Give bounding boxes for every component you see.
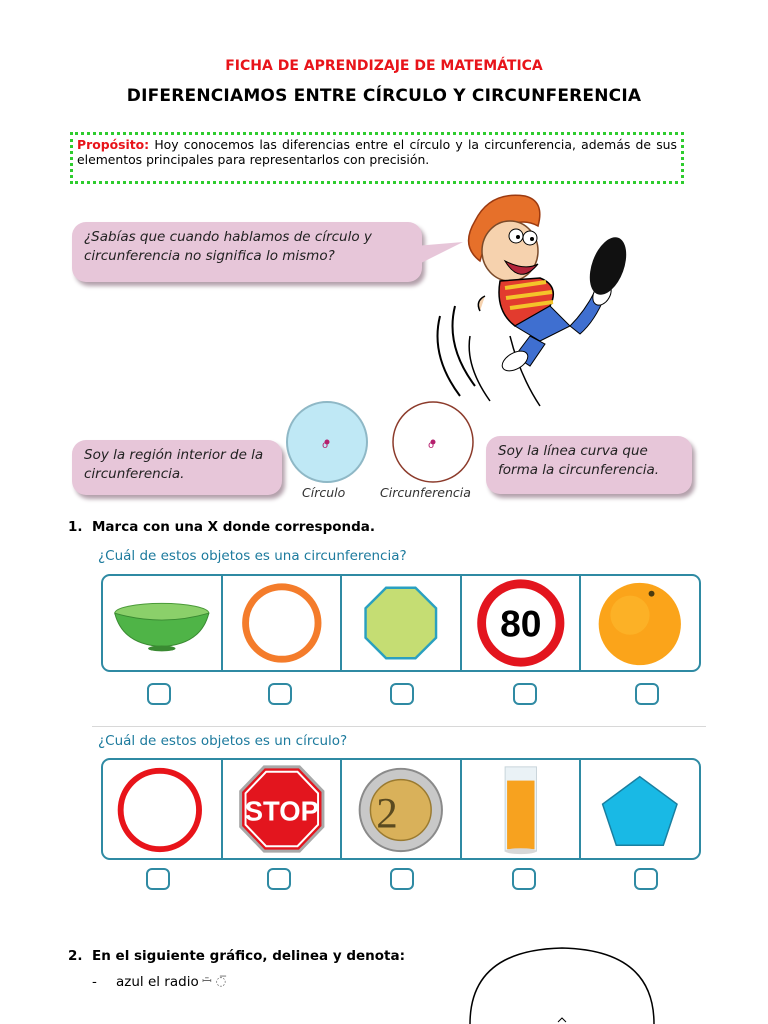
checkbox-a3[interactable] [390,683,414,705]
speed-sign-text: 80 [499,602,542,645]
circle-diagram [283,398,483,498]
item-radius-blue: azul el radio [116,974,199,990]
juice-glass-icon [462,760,580,858]
checkbox-a5[interactable] [635,683,659,705]
checkbox-a1[interactable] [147,683,171,705]
exercise-1-number: 1. [68,519,83,535]
checkbox-b2[interactable] [267,868,291,890]
circle-speech-bubble: Soy la región interior de la circunferencia. [72,440,282,495]
orange-fruit-icon [581,576,699,670]
page-title: DIFERENCIAMOS ENTRE CÍRCULO Y CIRCUNFERENCIA [126,86,642,106]
divider [92,726,706,727]
orange-ring-icon [223,576,341,670]
option-cell [223,760,343,858]
question-circle: ¿Cuál de estos objetos es un círculo? [98,733,348,749]
ball-icon [583,232,634,299]
option-cell [223,576,343,670]
red-ring-icon [103,760,221,858]
checkbox-b4[interactable] [512,868,536,890]
option-cell [581,576,699,670]
worksheet-label: FICHA DE APRENDIZAJE DE MATEMÁTICA [225,58,543,74]
option-cell [342,576,462,670]
circumference-speech-bubble: Soy la línea curva que forma la circunferencia. [486,436,692,494]
option-cell [103,760,223,858]
center-label-circle: o [322,440,329,451]
speed-sign-icon [462,576,580,670]
checkbox-b5[interactable] [634,868,658,890]
exercise-2-instruction: En el siguiente gráfico, delinea y denota: [92,948,406,964]
exercise-2-number: 2. [68,948,83,964]
green-octagon-icon [342,576,460,670]
option-cell [581,760,699,858]
boy-illustration [420,186,640,412]
segment-notation: ꟷ̄ ◌̅ [202,974,227,988]
purpose-box [70,132,684,184]
purpose-text: Hoy conocemos las diferencias entre el círculo y la circunferencia, además de sus elementos principales para representarlos con precisión. [77,137,677,167]
purpose-label: Propósito: [77,137,150,152]
option-cell [342,760,462,858]
option-cell [462,760,582,858]
checkbox-b3[interactable] [390,868,414,890]
question-circumference: ¿Cuál de estos objetos es una circunferencia? [98,548,407,564]
stop-sign-text: STOP [244,795,319,827]
option-cell [103,576,223,670]
options-row-circle [101,758,701,860]
caption-circumference: Circunferencia [380,485,471,500]
coin-text: 2 [376,790,399,838]
green-bowl-icon [103,576,221,670]
checkbox-a2[interactable] [268,683,292,705]
center-label-circumference: o [428,440,435,451]
options-row-circumference [101,574,701,672]
checkbox-a4[interactable] [513,683,537,705]
option-cell [462,576,582,670]
euro-coin-icon [342,760,460,858]
exercise-circle-graphic [462,944,662,1024]
question-speech-bubble: ¿Sabías que cuando hablamos de círculo y circunferencia no significa lo mismo? [72,222,422,282]
bullet-dash: - [92,974,97,990]
exercise-1-instruction: Marca con una X donde corresponda. [92,519,376,535]
blue-pentagon-icon [581,760,699,858]
caption-circle: Círculo [302,485,346,500]
checkbox-b1[interactable] [146,868,170,890]
stop-sign-icon [223,760,341,858]
